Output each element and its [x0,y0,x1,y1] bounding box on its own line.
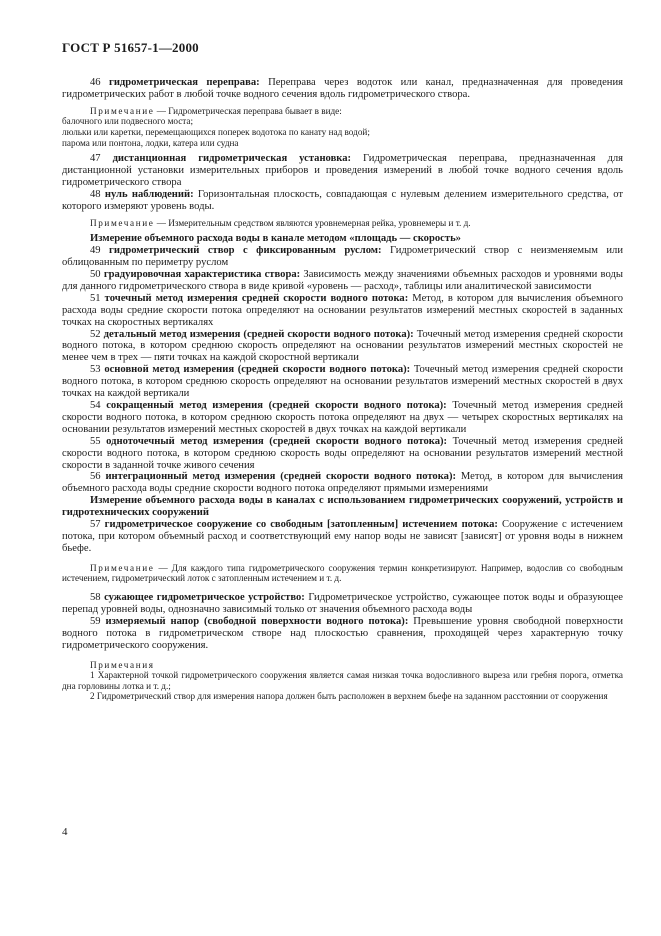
term-number: 59 [90,615,101,627]
term-number: 55 [90,435,101,447]
term-number: 54 [90,400,101,411]
term-number: 47 [90,153,101,165]
term-name: нуль наблюдений: [104,188,194,200]
term-definition: Сооружение с истечением потока, при котором объемный расход и соответствующий ему напор воды не зависят [зависят] от уровня воды в нижнем бьефе. [62,519,623,554]
note-46 [62,106,623,148]
term-52 [62,329,623,365]
term-number: 51 [90,292,101,304]
term-50 [62,269,623,293]
term-definition: Точечный метод измерения средней скорости водного потока, в котором среднюю скорость потока определяют на двух — четырех скоростных вертикалях на основании результатов измерений местных скоростей в двух точках на каждой вертикали [62,400,623,435]
term-definition: Метод, в котором для вычисления объемного расхода воды средние скорости потока определяют на основании результатов измерений местных скоростей в заданных точках на скоростных вертикалях [62,292,623,328]
page-number: 4 [62,826,68,838]
term-number: 58 [90,591,101,603]
term-definition: Превышение уровня свободной поверхности водного потока в гидрометрическом створе над плоскостью сравнения, проходящей через характерную точку гидрометрического сооружения. [62,615,623,651]
note-label: Примечание [90,105,155,116]
term-definition: Переправа через водоток или канал, предназначенная для проведения гидрометрических работ в любой точке водного сечения вдоль гидрометрического створа. [62,77,623,100]
term-46 [62,77,623,101]
term-name: гидрометрический створ с фиксированным руслом: [109,245,382,257]
term-53 [62,364,623,400]
term-51 [62,293,623,329]
note-item: 2 Гидрометрический створ для измерения напора должен быть расположен в верхнем бьефе на заданном расстоянии от сооружения [90,691,608,702]
term-number: 52 [90,328,101,340]
term-54 [62,400,623,436]
term-number: 48 [90,188,101,200]
term-58 [62,592,623,616]
term-55 [62,436,623,472]
section-heading: Измерение объемного расхода воды в канале методом «площадь — скорость» [90,233,461,245]
term-number: 53 [90,364,101,376]
note-item: 1 Характерной точкой гидрометрического сооружения является самая низкая точка водосливного выреза или гребня порога, отметка дна горловины лотка и т. д.; [62,670,623,691]
term-number: 50 [90,269,101,281]
term-name: сужающее гидрометрическое устройство: [104,591,305,603]
term-number: 57 [90,519,101,531]
document-header: ГОСТ Р 51657-1—2000 [62,40,199,55]
note-line: балочного или подвесного моста; [62,116,194,127]
note-57 [62,563,623,584]
term-number: 56 [90,471,101,483]
term-name: гидрометрическое сооружение со свободным [затопленным] истечением потока: [104,519,498,531]
term-48 [62,189,623,213]
term-name: точечный метод измерения средней скорости водного потока: [104,292,409,304]
term-definition: Метод, в котором для вычисления объемного расхода воды средние скорости водного потока определяют прямыми измерениями [62,471,624,495]
note-59 [62,660,623,702]
term-name: гидрометрическая переправа: [109,77,260,88]
note-line: люльки или каретки, перемещающихся поперек водотока по канату над водой; [62,127,370,137]
term-definition: Точечный метод измерения средней скорости водного потока, в котором среднюю скорость воды определяют на основании результатов измерений местной скорости в заданной точке живого сечения [62,435,623,471]
section-heading: Измерение объемного расхода воды в каналах с использованием гидрометрических сооружений, устройств и гидротехнических сооружений [62,495,623,519]
term-definition: Точечный метод измерения средней скорости водного потока, в котором среднюю скорость определяют на основании результатов измерений местных скоростей в двух точках на каждой вертикали [62,364,623,400]
term-name: градуировочная характеристика створа: [103,269,301,281]
note-line: парома или понтона, лодки, катера или судна [62,137,239,148]
term-name: дистанционная гидрометрическая установка: [112,153,352,165]
term-49 [62,245,623,269]
note-label: Примечание [90,217,155,228]
note-text: — Для каждого типа гидрометрического сооружения термин конкретизируют. Например, водослив со свободным истечением, гидрометрический лоток с затопленным истечением и т. д. [62,562,623,584]
term-definition: Гидрометрический створ с неизменяемым или облицованным по периметру руслом [62,245,623,269]
term-number: 49 [90,245,101,257]
note-text: — Измерительным средством являются уровнемерная рейка, уровнемеры и т. д. [154,217,471,228]
note-text: — Гидрометрическая переправа бывает в виде: [154,105,342,116]
term-name: одноточечный метод измерения (средней скорости водного потока): [106,435,448,447]
term-56 [62,471,623,495]
note-label: Примечания [90,659,155,670]
term-definition: Горизонтальная плоскость, совпадающая с нулевым делением измерительного средства, от которого измеряют уровень воды. [62,188,623,212]
note-label: Примечание [90,562,155,573]
term-name: измеряемый напор (свободной поверхности водного потока): [105,615,409,627]
term-57 [62,519,623,555]
note-48 [62,218,623,229]
term-definition: Точечный метод измерения средней скорости водного потока, в котором среднюю скорость определяют на основании результатов измерений местных скоростей не менее чем в трех — пяти точках на каждой скоростной вертикали [62,328,624,364]
term-definition: Гидрометрическая переправа, предназначенная для дистанционной установки измерительных приборов и проведения измерений в любой точке водного сечения вдоль гидрометрического створа [62,153,623,188]
term-name: интеграционный метод измерения (средней скорости водного потока): [105,471,457,483]
term-name: детальный метод измерения (средней скорости водного потока): [103,328,414,340]
term-definition: Зависимость между значениями объемных расходов и уровнями воды для данного гидрометрического створа в виде кривой «уровень — расход», таблицы или аналитической зависимости [62,269,623,292]
term-number: 46 [90,77,101,88]
term-name: сокращенный метод измерения (средней скорости водного потока): [106,400,447,411]
term-name: основной метод измерения (средней скорости водного потока): [104,364,411,376]
term-definition: Гидрометрическое устройство, сужающее поток воды и образующее перепад уровней воды, однозначно зависимый только от значения объемного расхода воды [62,591,623,615]
term-47 [62,153,623,189]
term-59 [62,616,623,652]
